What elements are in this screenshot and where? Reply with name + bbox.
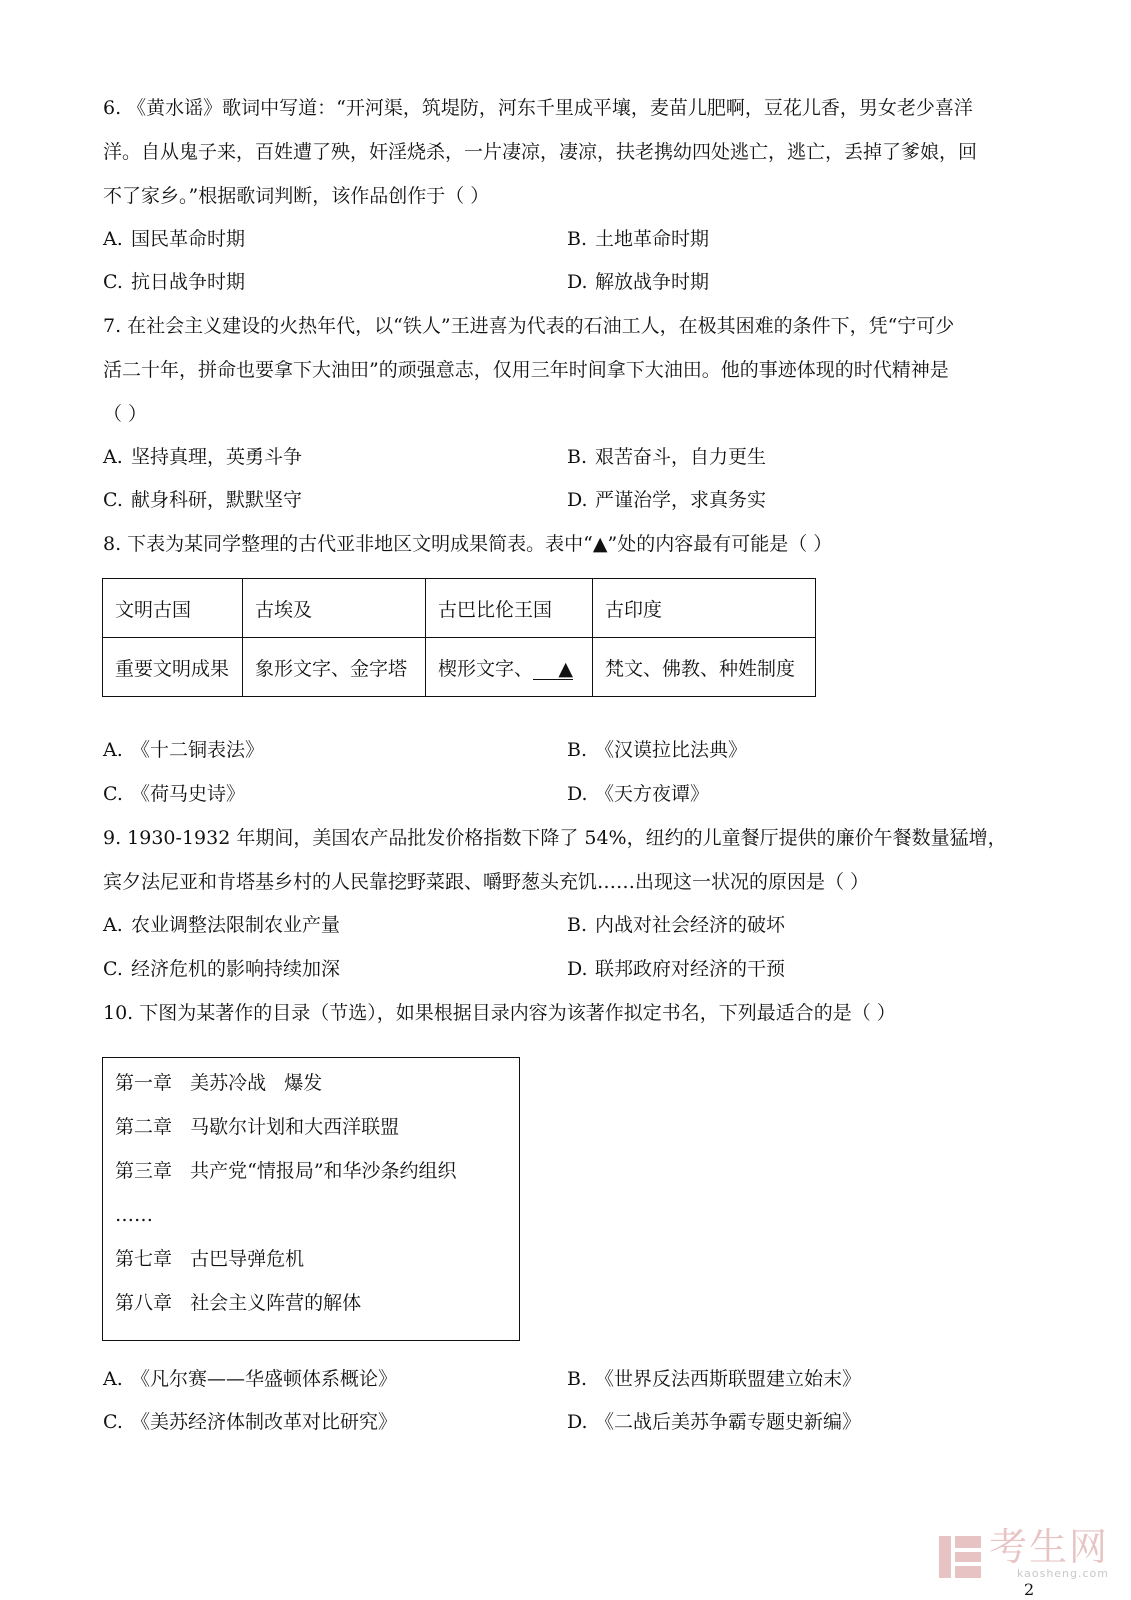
option-letter: D. (567, 271, 588, 293)
option-text: 国民革命时期 (131, 228, 246, 250)
q6-stem-line-1: 6. 《黄水谣》歌词中写道：“开河渠，筑堤防，河东千里成平壤，麦苗儿肥啊，豆花儿香，男女老少喜洋 (103, 97, 973, 119)
q7-stem-line-1: 7. 在社会主义建设的火热年代，以“铁人”王进喜为代表的石油工人，在极其困难的条件下，凭“宁可少 (103, 315, 955, 337)
watermark-text (989, 1527, 1109, 1580)
option-text: 艰苦奋斗，自力更生 (595, 446, 767, 468)
q9-option-c[interactable] (103, 956, 340, 982)
watermark-title: 考生网 (988, 1525, 1109, 1569)
q9-option-b[interactable] (567, 912, 785, 938)
option-text: 坚持真理，英勇斗争 (131, 446, 303, 468)
q8-stem-line-1: 8. 下表为某同学整理的古代亚非地区文明成果简表。表中“▲”处的内容最有可能是（ ） (103, 533, 833, 555)
table-of-contents-box (102, 1057, 520, 1341)
q7-stem-line-2: 活二十年，拼命也要拿下大油田”的顽强意志，仅用三年时间拿下大油田。他的事迹体现的时代精神是 (103, 359, 949, 381)
option-letter: C. (103, 783, 123, 805)
q6-option-c[interactable] (103, 269, 245, 295)
q7-option-c[interactable] (103, 487, 302, 513)
option-text: 联邦政府对经济的干预 (595, 958, 786, 980)
q10-option-b[interactable] (567, 1366, 861, 1392)
option-letter: D. (567, 1411, 588, 1433)
option-letter: C. (103, 489, 123, 511)
q7-stem-line-3: （ ） (103, 403, 148, 425)
option-letter: D. (567, 489, 588, 511)
q10-option-c[interactable] (103, 1409, 397, 1435)
option-text: 《十二铜表法》 (131, 739, 265, 761)
q9-stem-line-1: 9. 1930-1932 年期间，美国农产品批发价格指数下降了 54%，纽约的儿童餐厅提供的廉价午餐数量猛增， (103, 827, 1007, 849)
table-cell: 古印度 (593, 579, 816, 638)
option-text: 《二战后美苏争霸专题史新编》 (595, 1411, 862, 1433)
option-letter: C. (103, 1411, 123, 1433)
option-letter: A. (103, 228, 123, 250)
q9-option-a[interactable] (103, 912, 340, 938)
option-text: 《凡尔赛——华盛顿体系概论》 (131, 1368, 398, 1390)
option-letter: A. (103, 1368, 123, 1390)
table-cell: 古巴比伦王国 (426, 579, 593, 638)
toc-line: 第一章 美苏冷战 爆发 (115, 1072, 323, 1094)
cell-text: 楔形文字、 (438, 657, 534, 680)
option-text: 《美苏经济体制改革对比研究》 (131, 1411, 398, 1433)
toc-line: …… (115, 1204, 153, 1226)
option-text: 农业调整法限制农业产量 (131, 914, 341, 936)
watermark-url: kaosheng.com (1016, 1567, 1109, 1580)
q6-option-a[interactable] (103, 226, 245, 252)
q8-option-b[interactable] (567, 737, 747, 763)
option-letter: B. (567, 739, 588, 761)
table-cell (426, 638, 593, 697)
watermark (937, 1527, 1109, 1580)
toc-line: 第二章 马歇尔计划和大西洋联盟 (115, 1116, 400, 1138)
q6-option-d[interactable] (567, 269, 709, 295)
page-number: 2 (1024, 1580, 1035, 1599)
q6-stem-line-2: 洋。自从鬼子来，百姓遭了殃，奸淫烧杀，一片凄凉，凄凉，扶老携幼四处逃亡，逃亡，丢掉了爹娘，回 (103, 141, 978, 163)
q8-option-d[interactable] (567, 781, 709, 807)
q6-option-b[interactable] (567, 226, 709, 252)
toc-line: 第七章 古巴导弹危机 (115, 1248, 305, 1270)
table-cell: 象形文字、金字塔 (243, 638, 426, 697)
q7-option-a[interactable] (103, 444, 302, 470)
q9-option-d[interactable] (567, 956, 785, 982)
option-text: 经济危机的影响持续加深 (131, 958, 341, 980)
toc-line: 第八章 社会主义阵营的解体 (115, 1292, 362, 1314)
option-text: 《天方夜谭》 (595, 783, 710, 805)
table-row (103, 638, 816, 697)
kaosheng-logo-icon (937, 1534, 983, 1580)
option-text: 抗日战争时期 (131, 271, 246, 293)
option-text: 解放战争时期 (595, 271, 710, 293)
q10-stem-line-1: 10. 下图为某著作的目录（节选），如果根据目录内容为该著作拟定书名，下列最适合的是（ ） (103, 1002, 896, 1024)
option-text: 内战对社会经济的破坏 (595, 914, 786, 936)
option-letter: B. (567, 446, 588, 468)
q7-option-d[interactable] (567, 487, 766, 513)
table-row (103, 579, 816, 638)
table-cell: 梵文、佛教、种姓制度 (593, 638, 816, 697)
table-cell: 古埃及 (243, 579, 426, 638)
toc-line: 第三章 共产党“情报局”和华沙条约组织 (115, 1160, 457, 1182)
q9-stem-line-2: 宾夕法尼亚和肯塔基乡村的人民靠挖野菜跟、嚼野葱头充饥……出现这一状况的原因是（ ） (103, 871, 870, 893)
option-letter: D. (567, 783, 588, 805)
option-text: 土地革命时期 (595, 228, 710, 250)
q6-stem-line-3: 不了家乡。”根据歌词判断，该作品创作于（ ） (103, 185, 490, 207)
q7-option-b[interactable] (567, 444, 766, 470)
table-cell: 文明古国 (103, 579, 243, 638)
option-letter: D. (567, 958, 588, 980)
option-text: 《世界反法西斯联盟建立始末》 (595, 1368, 862, 1390)
triangle-blank: ▲ (533, 659, 573, 680)
civilization-table (102, 578, 816, 697)
option-text: 《荷马史诗》 (131, 783, 246, 805)
option-letter: C. (103, 958, 123, 980)
option-text: 《汉谟拉比法典》 (595, 739, 748, 761)
q8-option-c[interactable] (103, 781, 245, 807)
option-letter: B. (567, 1368, 588, 1390)
option-letter: A. (103, 446, 123, 468)
table-cell: 重要文明成果 (103, 638, 243, 697)
option-text: 献身科研，默默坚守 (131, 489, 303, 511)
option-letter: B. (567, 228, 588, 250)
q8-option-a[interactable] (103, 737, 264, 763)
q10-option-d[interactable] (567, 1409, 861, 1435)
option-letter: B. (567, 914, 588, 936)
option-text: 严谨治学，求真务实 (595, 489, 767, 511)
option-letter: C. (103, 271, 123, 293)
option-letter: A. (103, 739, 123, 761)
option-letter: A. (103, 914, 123, 936)
q10-option-a[interactable] (103, 1366, 397, 1392)
